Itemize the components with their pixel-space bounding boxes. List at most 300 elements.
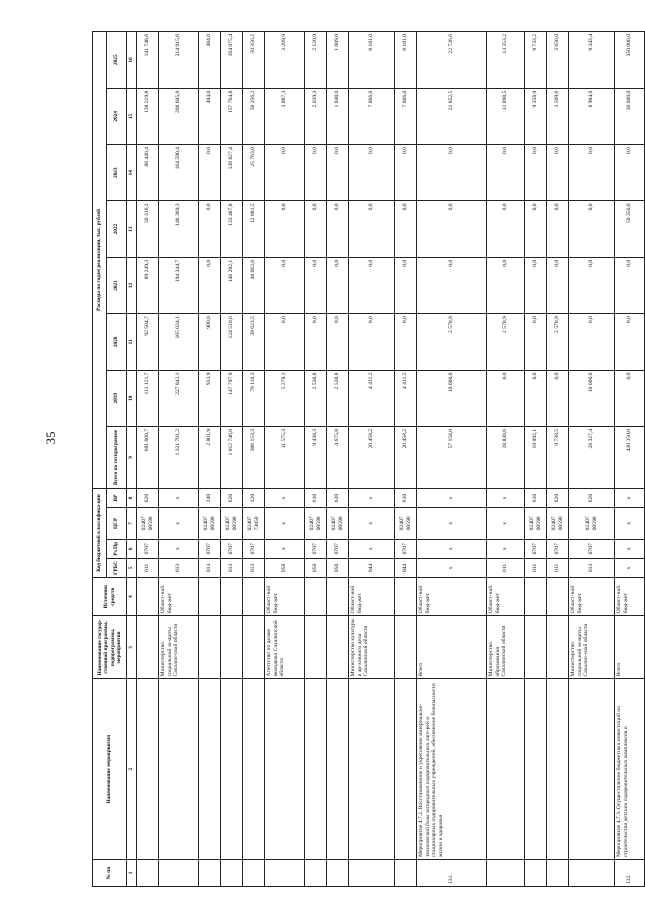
- total-value: 20 458,2: [349, 426, 395, 488]
- header-csr: ЦСР: [107, 508, 127, 540]
- year-value: 25 763,0: [243, 145, 265, 201]
- year-value: 3 209,9: [265, 32, 305, 89]
- year-value: 0,0: [305, 314, 327, 370]
- csr-code: 02407 00590: [221, 508, 243, 540]
- vr-code: 620: [547, 488, 569, 507]
- executor-name: [243, 616, 265, 679]
- table-row: [305, 32, 327, 887]
- total-value: 430 350,0: [615, 426, 645, 488]
- year-value: 0,0: [569, 201, 615, 257]
- rzpr-code: 0707: [569, 539, 615, 558]
- year-value: 0,0: [615, 257, 645, 313]
- year-value: 0,0: [327, 145, 349, 201]
- year-value: 0,0: [615, 314, 645, 370]
- event-name: [487, 679, 525, 859]
- table-row: [243, 32, 265, 887]
- page-number: 35: [43, 431, 58, 445]
- funding-source: Област-ной бюд-жет: [159, 578, 199, 616]
- year-value: 0,0: [569, 257, 615, 313]
- row-number: [487, 859, 525, 886]
- total-value: 28 327,4: [569, 426, 615, 488]
- csr-code: 02407 00590: [395, 508, 417, 540]
- executor-name: [305, 616, 327, 679]
- year-value: 2 039,3: [305, 88, 327, 144]
- year-value: 79 110,3: [243, 370, 265, 426]
- funding-source: [137, 578, 159, 616]
- grbs-code: 011: [547, 558, 569, 577]
- year-value: 133 487,8: [221, 201, 243, 257]
- year-value: 0,0: [199, 201, 221, 257]
- executor-name: Всего: [417, 616, 487, 679]
- year-value: 48 062,6: [243, 257, 265, 313]
- executor-name: [327, 616, 349, 679]
- funding-source: [305, 578, 327, 616]
- rzpr-code: 0707: [221, 539, 243, 558]
- year-value: 50 356,2: [243, 32, 265, 89]
- executor-name: [525, 616, 547, 679]
- total-value: 4 675,8: [327, 426, 349, 488]
- grbs-code: 011: [487, 558, 525, 577]
- grbs-code: 013: [243, 558, 265, 577]
- event-name: [265, 679, 305, 859]
- index-cell: 4: [127, 578, 137, 616]
- funding-source: [221, 578, 243, 616]
- year-value: 22 726,6: [417, 32, 487, 89]
- year-value: 10 000,0: [417, 370, 487, 426]
- year-value: 0,0: [525, 201, 547, 257]
- csr-code: 02407 00590: [305, 508, 327, 540]
- year-value: 0,0: [395, 201, 417, 257]
- vr-code: x: [349, 488, 395, 507]
- executor-name: Всего: [615, 616, 645, 679]
- header-budget-code: Код бюджетной классифика-ции: [93, 488, 107, 577]
- rzpr-code: 0707: [547, 539, 569, 558]
- rzpr-code: 0707: [327, 539, 349, 558]
- header-year: 2023: [107, 145, 127, 201]
- year-value: 5 278,1: [265, 370, 305, 426]
- csr-code: 02407 00590: [199, 508, 221, 540]
- year-value: 900,0: [199, 314, 221, 370]
- event-name: [137, 679, 159, 859]
- table-row: [137, 32, 159, 887]
- table-row: [221, 32, 243, 887]
- total-value: 681 600,7: [137, 426, 159, 488]
- year-value: 0,0: [265, 201, 305, 257]
- rzpr-code: 0707: [525, 539, 547, 558]
- grbs-code: 044: [349, 558, 395, 577]
- index-cell: 1: [127, 859, 137, 886]
- year-value: 1 048,0: [327, 88, 349, 144]
- year-value: 0,0: [547, 370, 569, 426]
- total-value: 9 738,5: [547, 426, 569, 488]
- table-row: [487, 32, 525, 887]
- rzpr-code: x: [265, 539, 305, 558]
- budget-table: [92, 31, 645, 887]
- event-name: Мероприятие 4.7.3. Осуществление бюджетных инвестиций на строительство детских оздоровительных комплексов и: [615, 679, 645, 859]
- csr-code: 02407 00590: [569, 508, 615, 540]
- year-value: 157 764,8: [221, 88, 243, 144]
- year-value: 3 087,3: [265, 88, 305, 144]
- year-value: 8 181,0: [395, 32, 417, 89]
- total-value: 57 158,0: [417, 426, 487, 488]
- funding-source: [395, 578, 417, 616]
- executor-name: [395, 616, 417, 679]
- executor-name: Агентство по делам молодежи Сахалинской области: [265, 616, 305, 679]
- table-row: [547, 32, 569, 887]
- year-value: 0,0: [417, 257, 487, 313]
- year-value: 0,0: [265, 145, 305, 201]
- year-value: 12 898,5: [487, 88, 525, 144]
- year-value: 0,0: [349, 201, 395, 257]
- header-expenses: Расходы по годам реализации, тыс. рублей: [93, 32, 107, 489]
- year-value: 89 249,3: [137, 257, 159, 313]
- rzpr-code: x: [159, 539, 199, 558]
- header-year: 2020: [107, 314, 127, 370]
- executor-name: [199, 616, 221, 679]
- year-value: 92 504,7: [137, 314, 159, 370]
- year-value: 2 120,9: [305, 32, 327, 89]
- funding-source: [199, 578, 221, 616]
- table-row: [395, 32, 417, 887]
- year-value: 0,0: [569, 145, 615, 201]
- row-number: 131.: [417, 859, 487, 886]
- total-value: 306 153,3: [243, 426, 265, 488]
- year-value: 146 282,1: [221, 257, 243, 313]
- year-value: 9 358,9: [525, 88, 547, 144]
- vr-code: 620: [137, 488, 159, 507]
- year-value: 214 915,6: [159, 32, 199, 89]
- vr-code: 320: [243, 488, 265, 507]
- year-value: 0,0: [305, 145, 327, 201]
- csr-code: x: [487, 508, 525, 540]
- event-name: [349, 679, 395, 859]
- index-cell: 15: [127, 88, 137, 144]
- year-value: 484,0: [199, 88, 221, 144]
- header-year: 2025: [107, 32, 127, 89]
- event-name: [395, 679, 417, 859]
- year-value: 21 852,5: [417, 88, 487, 144]
- grbs-code: 013: [199, 558, 221, 577]
- executor-name: Министерство культуры и ар-хивного дела Сахалинской области: [349, 616, 395, 679]
- year-value: 20 316,2: [137, 201, 159, 257]
- total-value: 19 092,1: [525, 426, 547, 488]
- csr-code: x: [615, 508, 645, 540]
- header-year: 2019: [107, 370, 127, 426]
- year-value: 0,0: [305, 201, 327, 257]
- vr-code: 610: [305, 488, 327, 507]
- year-value: 0,0: [615, 370, 645, 426]
- row-number: [221, 859, 243, 886]
- year-value: 2 538,8: [327, 370, 349, 426]
- total-value: 1 321 701,2: [159, 426, 199, 488]
- year-value: 30 000,0: [615, 88, 645, 144]
- grbs-code: 050: [327, 558, 349, 577]
- vr-code: x: [487, 488, 525, 507]
- rzpr-code: x: [417, 539, 487, 558]
- index-cell: 16: [127, 32, 137, 89]
- index-cell: 10: [127, 370, 137, 426]
- header-source: Источник средств: [93, 578, 127, 616]
- table-row: [349, 32, 395, 887]
- row-number: [265, 859, 305, 886]
- year-value: 39 623,5: [243, 314, 265, 370]
- year-value: 0,0: [487, 370, 525, 426]
- year-value: 8 181,0: [349, 32, 395, 89]
- executor-name: [547, 616, 569, 679]
- grbs-code: x: [417, 558, 487, 577]
- csr-code: 02407 00590: [547, 508, 569, 540]
- year-value: 3 650,0: [547, 32, 569, 89]
- vr-code: x: [615, 488, 645, 507]
- event-name: [305, 679, 327, 859]
- header-rzpr: Рз Пр: [107, 539, 127, 558]
- year-value: 208 605,0: [159, 88, 199, 144]
- rzpr-code: x: [349, 539, 395, 558]
- year-value: 484,0: [199, 32, 221, 89]
- index-cell: 3: [127, 616, 137, 679]
- year-value: 0,0: [525, 145, 547, 201]
- funding-source: Област-ной бюд-жет: [417, 578, 487, 616]
- vr-code: 610: [395, 488, 417, 507]
- vr-code: 620: [569, 488, 615, 507]
- year-value: 2 578,9: [547, 314, 569, 370]
- row-number: [159, 859, 199, 886]
- year-value: 0,0: [525, 370, 547, 426]
- csr-code: 02407 00590: [137, 508, 159, 540]
- row-number: [569, 859, 615, 886]
- year-value: 9 343,4: [569, 32, 615, 89]
- year-value: 8 984,0: [569, 88, 615, 144]
- year-value: 0,0: [395, 145, 417, 201]
- csr-code: 02407 73050: [243, 508, 265, 540]
- vr-code: 240: [199, 488, 221, 507]
- index-cell: 7: [127, 508, 137, 540]
- index-cell: 8: [127, 488, 137, 507]
- year-value: 0,0: [349, 257, 395, 313]
- year-value: 13 353,2: [487, 32, 525, 89]
- year-value: 0,0: [547, 201, 569, 257]
- grbs-code: 013: [221, 558, 243, 577]
- grbs-code: 050: [265, 558, 305, 577]
- year-value: 124 510,6: [221, 314, 243, 370]
- grbs-code: x: [615, 558, 645, 577]
- index-cell: 9: [127, 426, 137, 488]
- year-value: 0,0: [199, 257, 221, 313]
- csr-code: x: [265, 508, 305, 540]
- grbs-code: 050: [305, 558, 327, 577]
- year-value: 194 344,7: [159, 257, 199, 313]
- rotated-table-container: [92, 31, 633, 887]
- event-name: [221, 679, 243, 859]
- table-row: [525, 32, 547, 887]
- rzpr-code: x: [615, 539, 645, 558]
- funding-source: Област-ной бюд-жет: [487, 578, 525, 616]
- year-value: 4 411,2: [349, 370, 395, 426]
- table-row: [265, 32, 305, 887]
- table-row: [159, 32, 199, 887]
- table-row: [199, 32, 221, 887]
- index-cell: 13: [127, 201, 137, 257]
- total-value: 9 438,3: [305, 426, 327, 488]
- year-value: 0,0: [525, 314, 547, 370]
- vr-code: x: [265, 488, 305, 507]
- grbs-code: 011: [525, 558, 547, 577]
- year-value: 0,0: [305, 257, 327, 313]
- grbs-code: 013: [569, 558, 615, 577]
- year-value: 3 509,6: [547, 88, 569, 144]
- csr-code: 02407 00590: [327, 508, 349, 540]
- year-value: 164 590,4: [159, 145, 199, 201]
- funding-source: Област-ной бюд-жет: [615, 578, 645, 616]
- year-value: 9 733,2: [525, 32, 547, 89]
- index-cell: 2: [127, 679, 137, 859]
- vr-code: 620: [327, 488, 349, 507]
- year-value: 350 000,0: [615, 32, 645, 89]
- funding-source: [547, 578, 569, 616]
- year-value: 0,0: [525, 257, 547, 313]
- rzpr-code: x: [487, 539, 525, 558]
- event-name: Мероприятие 4.7.2. Восстановление и укрепление материально-технической базы загородных оздоровительных лаге-рей и стационарных оздоровительных учреждений, обеспечение безопасности жизни и здоровья: [417, 679, 487, 859]
- row-number: [547, 859, 569, 886]
- year-value: 0,0: [327, 314, 349, 370]
- year-value: 2 578,9: [417, 314, 487, 370]
- table-row: [569, 32, 615, 887]
- year-value: 0,0: [395, 257, 417, 313]
- year-value: 0,0: [395, 314, 417, 370]
- year-value: 4 411,2: [395, 370, 417, 426]
- year-value: 0,0: [265, 314, 305, 370]
- table-row: [417, 32, 487, 887]
- total-value: 1 012 746,0: [221, 426, 243, 488]
- year-value: 88 440,4: [137, 145, 159, 201]
- year-value: 7 866,0: [395, 88, 417, 144]
- total-value: 11 575,3: [265, 426, 305, 488]
- year-value: 0,0: [487, 257, 525, 313]
- year-value: 50 350,0: [615, 201, 645, 257]
- vr-code: 620: [221, 488, 243, 507]
- header-grbs: ГРБС: [107, 558, 127, 577]
- year-value: 111 121,7: [137, 370, 159, 426]
- event-name: [199, 679, 221, 859]
- row-number: [349, 859, 395, 886]
- year-value: 10 000,0: [569, 370, 615, 426]
- year-value: 0,0: [615, 145, 645, 201]
- year-value: 165 034,1: [159, 314, 199, 370]
- rzpr-code: 0707: [243, 539, 265, 558]
- index-cell: 6: [127, 539, 137, 558]
- csr-code: x: [417, 508, 487, 540]
- executor-name: Министерство социальной за-щиты Сахалин-ской области: [159, 616, 199, 679]
- year-value: 138 827,4: [221, 145, 243, 201]
- year-value: 0,0: [349, 145, 395, 201]
- executor-name: Министерство образования Сахалинской области: [487, 616, 525, 679]
- event-name: [569, 679, 615, 859]
- executor-name: [221, 616, 243, 679]
- header-vr: ВР: [107, 488, 127, 507]
- year-value: 0,0: [417, 201, 487, 257]
- vr-code: 610: [525, 488, 547, 507]
- header-year: 2021: [107, 257, 127, 313]
- row-number: [327, 859, 349, 886]
- year-value: 0,0: [547, 145, 569, 201]
- year-value: 141 748,6: [137, 32, 159, 89]
- row-number: [243, 859, 265, 886]
- funding-source: [243, 578, 265, 616]
- funding-source: Област-ной бюд-жет: [265, 578, 305, 616]
- vr-code: x: [417, 488, 487, 507]
- table-row: [327, 32, 349, 887]
- rzpr-code: 0707: [199, 539, 221, 558]
- csr-code: x: [159, 508, 199, 540]
- header-total: Всего по госпрограмме: [107, 426, 127, 488]
- header-year: 2024: [107, 88, 127, 144]
- table-body: [137, 32, 645, 887]
- year-value: 933,9: [199, 370, 221, 426]
- event-name: [159, 679, 199, 859]
- year-value: 2 538,8: [305, 370, 327, 426]
- vr-code: x: [159, 488, 199, 507]
- year-value: 7 866,0: [349, 88, 395, 144]
- year-value: 227 842,1: [159, 370, 199, 426]
- row-number: [199, 859, 221, 886]
- year-value: 0,0: [569, 314, 615, 370]
- year-value: 138 219,8: [137, 88, 159, 144]
- header-executor: Наименование государ-ственной программы, подпрограммы, мероприятия: [93, 616, 127, 679]
- table-row: [615, 32, 645, 887]
- executor-name: Министерство социальной за-щиты Сахалин-ской области: [569, 616, 615, 679]
- funding-source: [525, 578, 547, 616]
- header-year: 2022: [107, 201, 127, 257]
- year-value: 0,0: [265, 257, 305, 313]
- executor-name: [137, 616, 159, 679]
- total-value: 2 801,9: [199, 426, 221, 488]
- event-name: [243, 679, 265, 859]
- event-name: [327, 679, 349, 859]
- year-value: 2 578,9: [487, 314, 525, 370]
- year-value: 147 797,9: [221, 370, 243, 426]
- index-cell: 11: [127, 314, 137, 370]
- grbs-code: 013: [159, 558, 199, 577]
- index-cell: 14: [127, 145, 137, 201]
- year-value: 164 075,4: [221, 32, 243, 89]
- event-name: [525, 679, 547, 859]
- total-value: 20 458,2: [395, 426, 417, 488]
- csr-code: 02407 00590: [525, 508, 547, 540]
- total-value: 28 830,6: [487, 426, 525, 488]
- event-name: [547, 679, 569, 859]
- grbs-code: 044: [395, 558, 417, 577]
- rzpr-code: 0707: [305, 539, 327, 558]
- year-value: 0,0: [487, 145, 525, 201]
- index-cell: 5: [127, 558, 137, 577]
- row-number: [525, 859, 547, 886]
- year-value: 12 881,5: [243, 201, 265, 257]
- funding-source: [327, 578, 349, 616]
- rzpr-code: 0707: [395, 539, 417, 558]
- header-no: № пп: [93, 859, 127, 886]
- year-value: 0,0: [417, 145, 487, 201]
- rzpr-code: 0707: [137, 539, 159, 558]
- row-number: 132.: [615, 859, 645, 886]
- year-value: 1 089,0: [327, 32, 349, 89]
- year-value: 0,0: [349, 314, 395, 370]
- header-event-name: Наименование мероприятия: [93, 679, 127, 859]
- funding-source: Област-ной бюд-жет: [349, 578, 395, 616]
- year-value: 50 356,2: [243, 88, 265, 144]
- year-value: 146 369,3: [159, 201, 199, 257]
- grbs-code: 011: [137, 558, 159, 577]
- row-number: [305, 859, 327, 886]
